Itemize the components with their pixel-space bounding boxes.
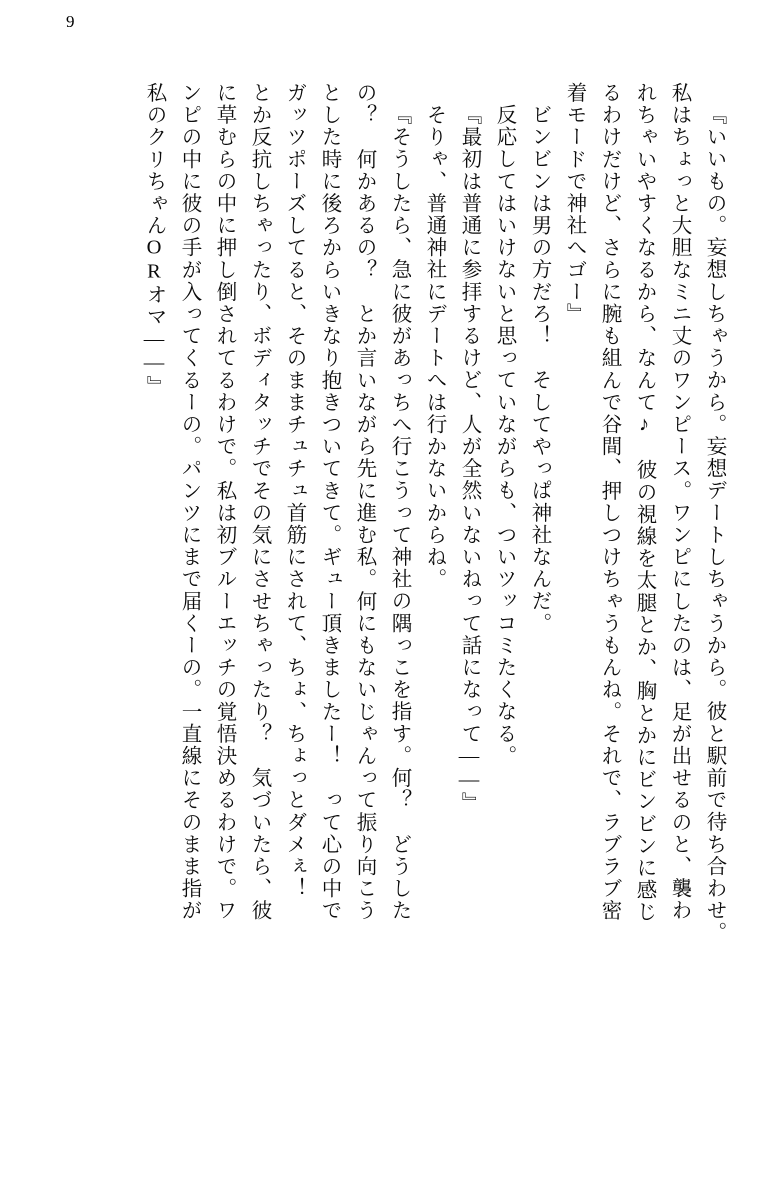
text-column: とか反抗しちゃったり、ボディタッチでその気にさせちゃったり？ 気づいたら、彼	[248, 82, 270, 922]
text-column: ガッツポーズしてると、そのままチュチュ首筋にされて、ちょ、ちょっとダメぇ！	[283, 82, 305, 900]
text-column: に草むらの中に押し倒されてるわけで。私は初ブルーエッチの覚悟決めるわけで。ワ	[213, 82, 235, 922]
text-column: の？ 何かあるの？ とか言いながら先に進む私。何にもないじゃんって振り向こう	[353, 82, 375, 922]
text-column: ビンビンは男の方だろ！ そしてやっぱ神社なんだ。	[528, 104, 550, 635]
vertical-text-body	[48, 82, 724, 1112]
text-column: 『いいもの。妄想しちゃうから。妄想デートしちゃうから。彼と駅前で待ち合わせ。	[703, 104, 725, 944]
text-column: るわけだけど、さらに腕も組んで谷間、押しつけちゃうもんね。それで、ラブラブ密	[598, 82, 620, 922]
text-column: 『そうしたら、急に彼があっちへ行こうって神社の隅っこを指す。何？ どうした	[388, 104, 410, 922]
text-column: そりゃ、普通神社にデートへは行かないからね。	[423, 104, 445, 591]
text-column: 着モードで神社へゴー』	[563, 82, 585, 326]
text-column: 私はちょっと大胆なミニ丈のワンピース。ワンピにしたのは、足が出せるのと、襲わ	[668, 82, 690, 922]
text-column: とした時に後ろからいきなり抱きついてきて。ギュー頂きましたー！ って心の中で	[318, 82, 340, 922]
text-column: れちゃいやすくなるから、なんて♪ 彼の視線を太腿とか、胸とかにビンビンに感じ	[633, 82, 655, 924]
text-column: 私のクリちゃんORオマ――』	[143, 82, 165, 398]
page-number: 9	[66, 12, 75, 31]
text-column: ンピの中に彼の手が入ってくるーの。パンツにまで届くーの。一直線にそのまま指が	[178, 82, 200, 922]
text-column: 『最初は普通に参拝するけど、人が全然いないねって話になって――』	[458, 104, 480, 815]
text-column: 反応してはいけないと思っていながらも、ついツッコミたくなる。	[493, 104, 515, 767]
